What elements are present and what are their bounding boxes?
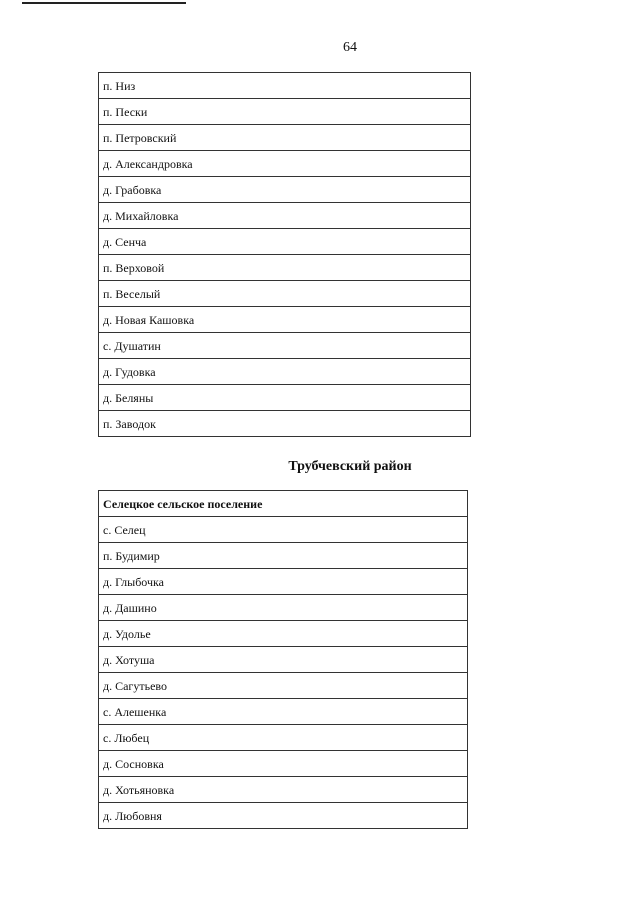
settlement-cell: д. Глыбочка xyxy=(99,569,468,595)
district-title: Трубчевский район xyxy=(288,459,412,474)
table-row xyxy=(99,751,468,777)
settlement-cell: п. Верховой xyxy=(99,255,471,281)
settlement-cell: д. Грабовка xyxy=(99,177,471,203)
table-row xyxy=(99,307,471,333)
settlement-group-header: Селецкое сельское поселение xyxy=(99,491,468,517)
settlement-cell: п. Петровский xyxy=(99,125,471,151)
table-row xyxy=(99,673,468,699)
table-row xyxy=(99,177,471,203)
table-header-row xyxy=(99,491,468,517)
table-row xyxy=(99,517,468,543)
settlement-cell: с. Алешенка xyxy=(99,699,468,725)
table-row xyxy=(99,333,471,359)
table-row xyxy=(99,151,471,177)
table-row xyxy=(99,595,468,621)
settlement-cell: д. Удолье xyxy=(99,621,468,647)
settlement-cell: д. Сагутьево xyxy=(99,673,468,699)
table-row xyxy=(99,777,468,803)
page-number: 64 xyxy=(343,40,357,55)
table-row xyxy=(99,281,471,307)
settlement-cell: д. Новая Кашовка xyxy=(99,307,471,333)
settlement-cell: д. Михайловка xyxy=(99,203,471,229)
table-row xyxy=(99,385,471,411)
settlement-cell: д. Хотьяновка xyxy=(99,777,468,803)
settlement-cell: д. Гудовка xyxy=(99,359,471,385)
settlement-cell: с. Душатин xyxy=(99,333,471,359)
settlements-table-2 xyxy=(98,490,468,829)
table-row xyxy=(99,699,468,725)
settlement-cell: д. Сенча xyxy=(99,229,471,255)
settlement-cell: с. Селец xyxy=(99,517,468,543)
table-row xyxy=(99,203,471,229)
settlement-cell: д. Беляны xyxy=(99,385,471,411)
table-row xyxy=(99,725,468,751)
settlements-table-1 xyxy=(98,72,471,437)
table-row xyxy=(99,229,471,255)
table-row xyxy=(99,125,471,151)
table-row xyxy=(99,411,471,437)
table-row xyxy=(99,543,468,569)
table-row xyxy=(99,647,468,673)
settlement-cell: д. Любовня xyxy=(99,803,468,829)
settlement-cell: п. Будимир xyxy=(99,543,468,569)
table-row xyxy=(99,255,471,281)
table-row xyxy=(99,621,468,647)
settlement-cell: п. Пески xyxy=(99,99,471,125)
settlement-cell: с. Любец xyxy=(99,725,468,751)
settlement-cell: д. Сосновка xyxy=(99,751,468,777)
table-row xyxy=(99,73,471,99)
settlement-cell: д. Дашино xyxy=(99,595,468,621)
top-rule-line xyxy=(22,2,186,4)
table-row xyxy=(99,803,468,829)
settlement-cell: п. Низ xyxy=(99,73,471,99)
table-row xyxy=(99,569,468,595)
settlement-cell: п. Заводок xyxy=(99,411,471,437)
table-row xyxy=(99,99,471,125)
table-row xyxy=(99,359,471,385)
settlement-cell: п. Веселый xyxy=(99,281,471,307)
settlement-cell: д. Александровка xyxy=(99,151,471,177)
settlement-cell: д. Хотуша xyxy=(99,647,468,673)
